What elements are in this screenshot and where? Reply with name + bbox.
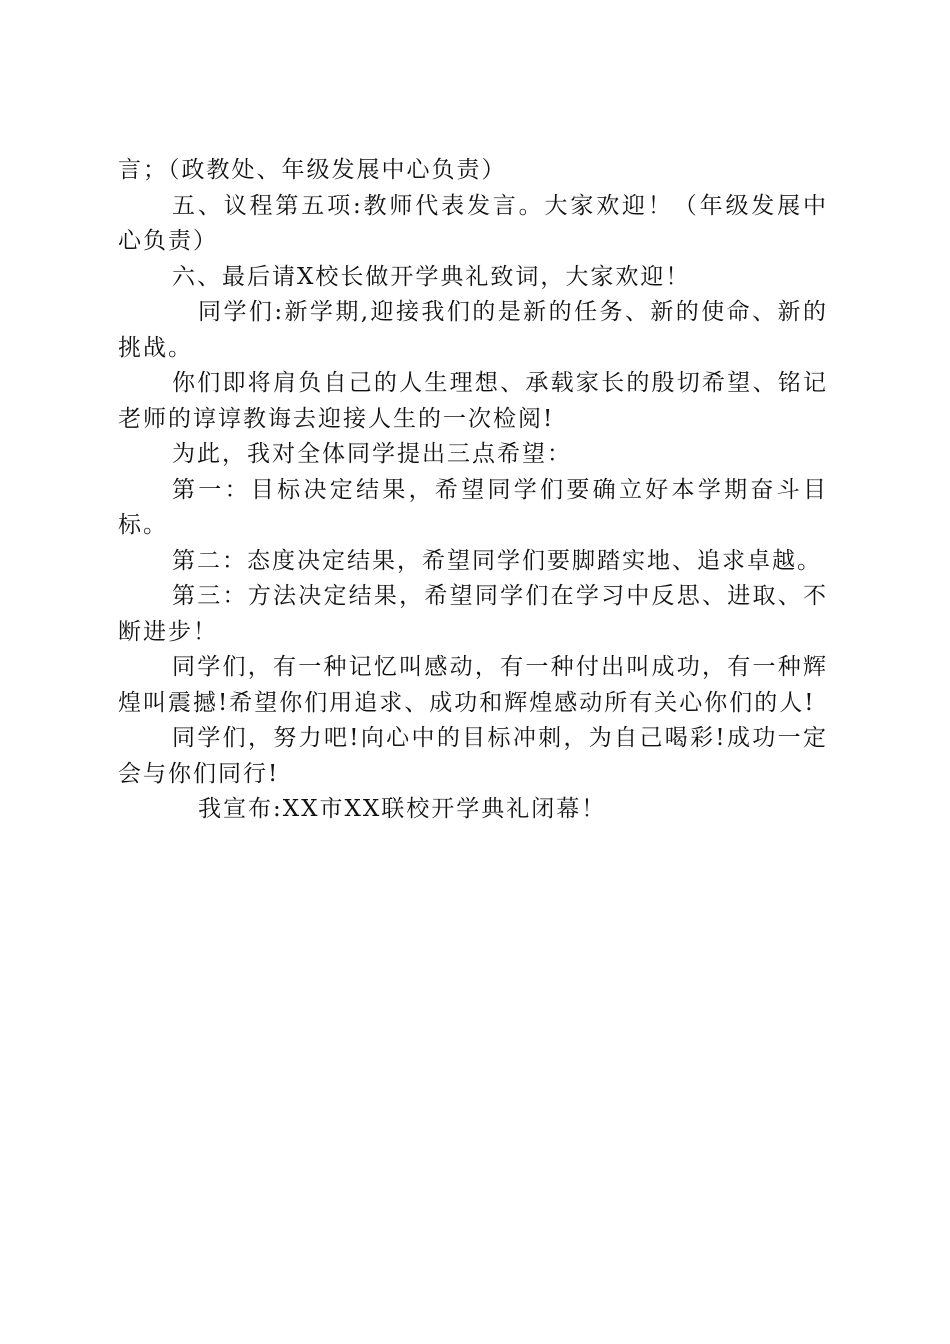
- paragraph-hope-2: 第二：态度决定结果，希望同学们要脚踏实地、追求卓越。: [172, 547, 822, 574]
- paragraph-hope-1: 第一：目标决定结果，希望同学们要确立好本学期奋斗目标。: [118, 476, 828, 538]
- document-body: [118, 153, 828, 828]
- paragraph-continuation: 言；（政教处、年级发展中心负责）: [118, 157, 507, 183]
- paragraph-agenda-item-6: 六、最后请X校长做开学典礼致词，大家欢迎！: [172, 263, 691, 290]
- paragraph-hope-3: 第三：方法决定结果，希望同学们在学习中反思、进取、不断进步！: [118, 583, 828, 645]
- paragraph-agenda-item-5: 五、议程第五项:教师代表发言。大家欢迎！（年级发展中心负责）: [118, 192, 828, 254]
- paragraph-responsibility: 你们即将肩负自己的人生理想、承载家长的殷切希望、铭记老师的谆谆教诲去迎接人生的一次检阅!: [118, 370, 828, 432]
- paragraph-three-hopes-intro: 为此，我对全体同学提出三点希望：: [172, 441, 572, 467]
- paragraph-closing-declaration: 我宣布:XX市XX联校开学典礼闭幕！: [198, 796, 607, 822]
- paragraph-encouragement: 同学们，努力吧!向心中的目标冲刺，为自己喝彩!成功一定会与你们同行!: [118, 725, 828, 787]
- paragraph-new-semester: 同学们:新学期,迎接我们的是新的任务、新的使命、新的挑战。: [118, 299, 828, 361]
- paragraph-memory: 同学们，有一种记忆叫感动，有一种付出叫成功，有一种辉煌叫震撼!希望你们用追求、成功和辉煌感动所有关心你们的人!: [118, 654, 828, 716]
